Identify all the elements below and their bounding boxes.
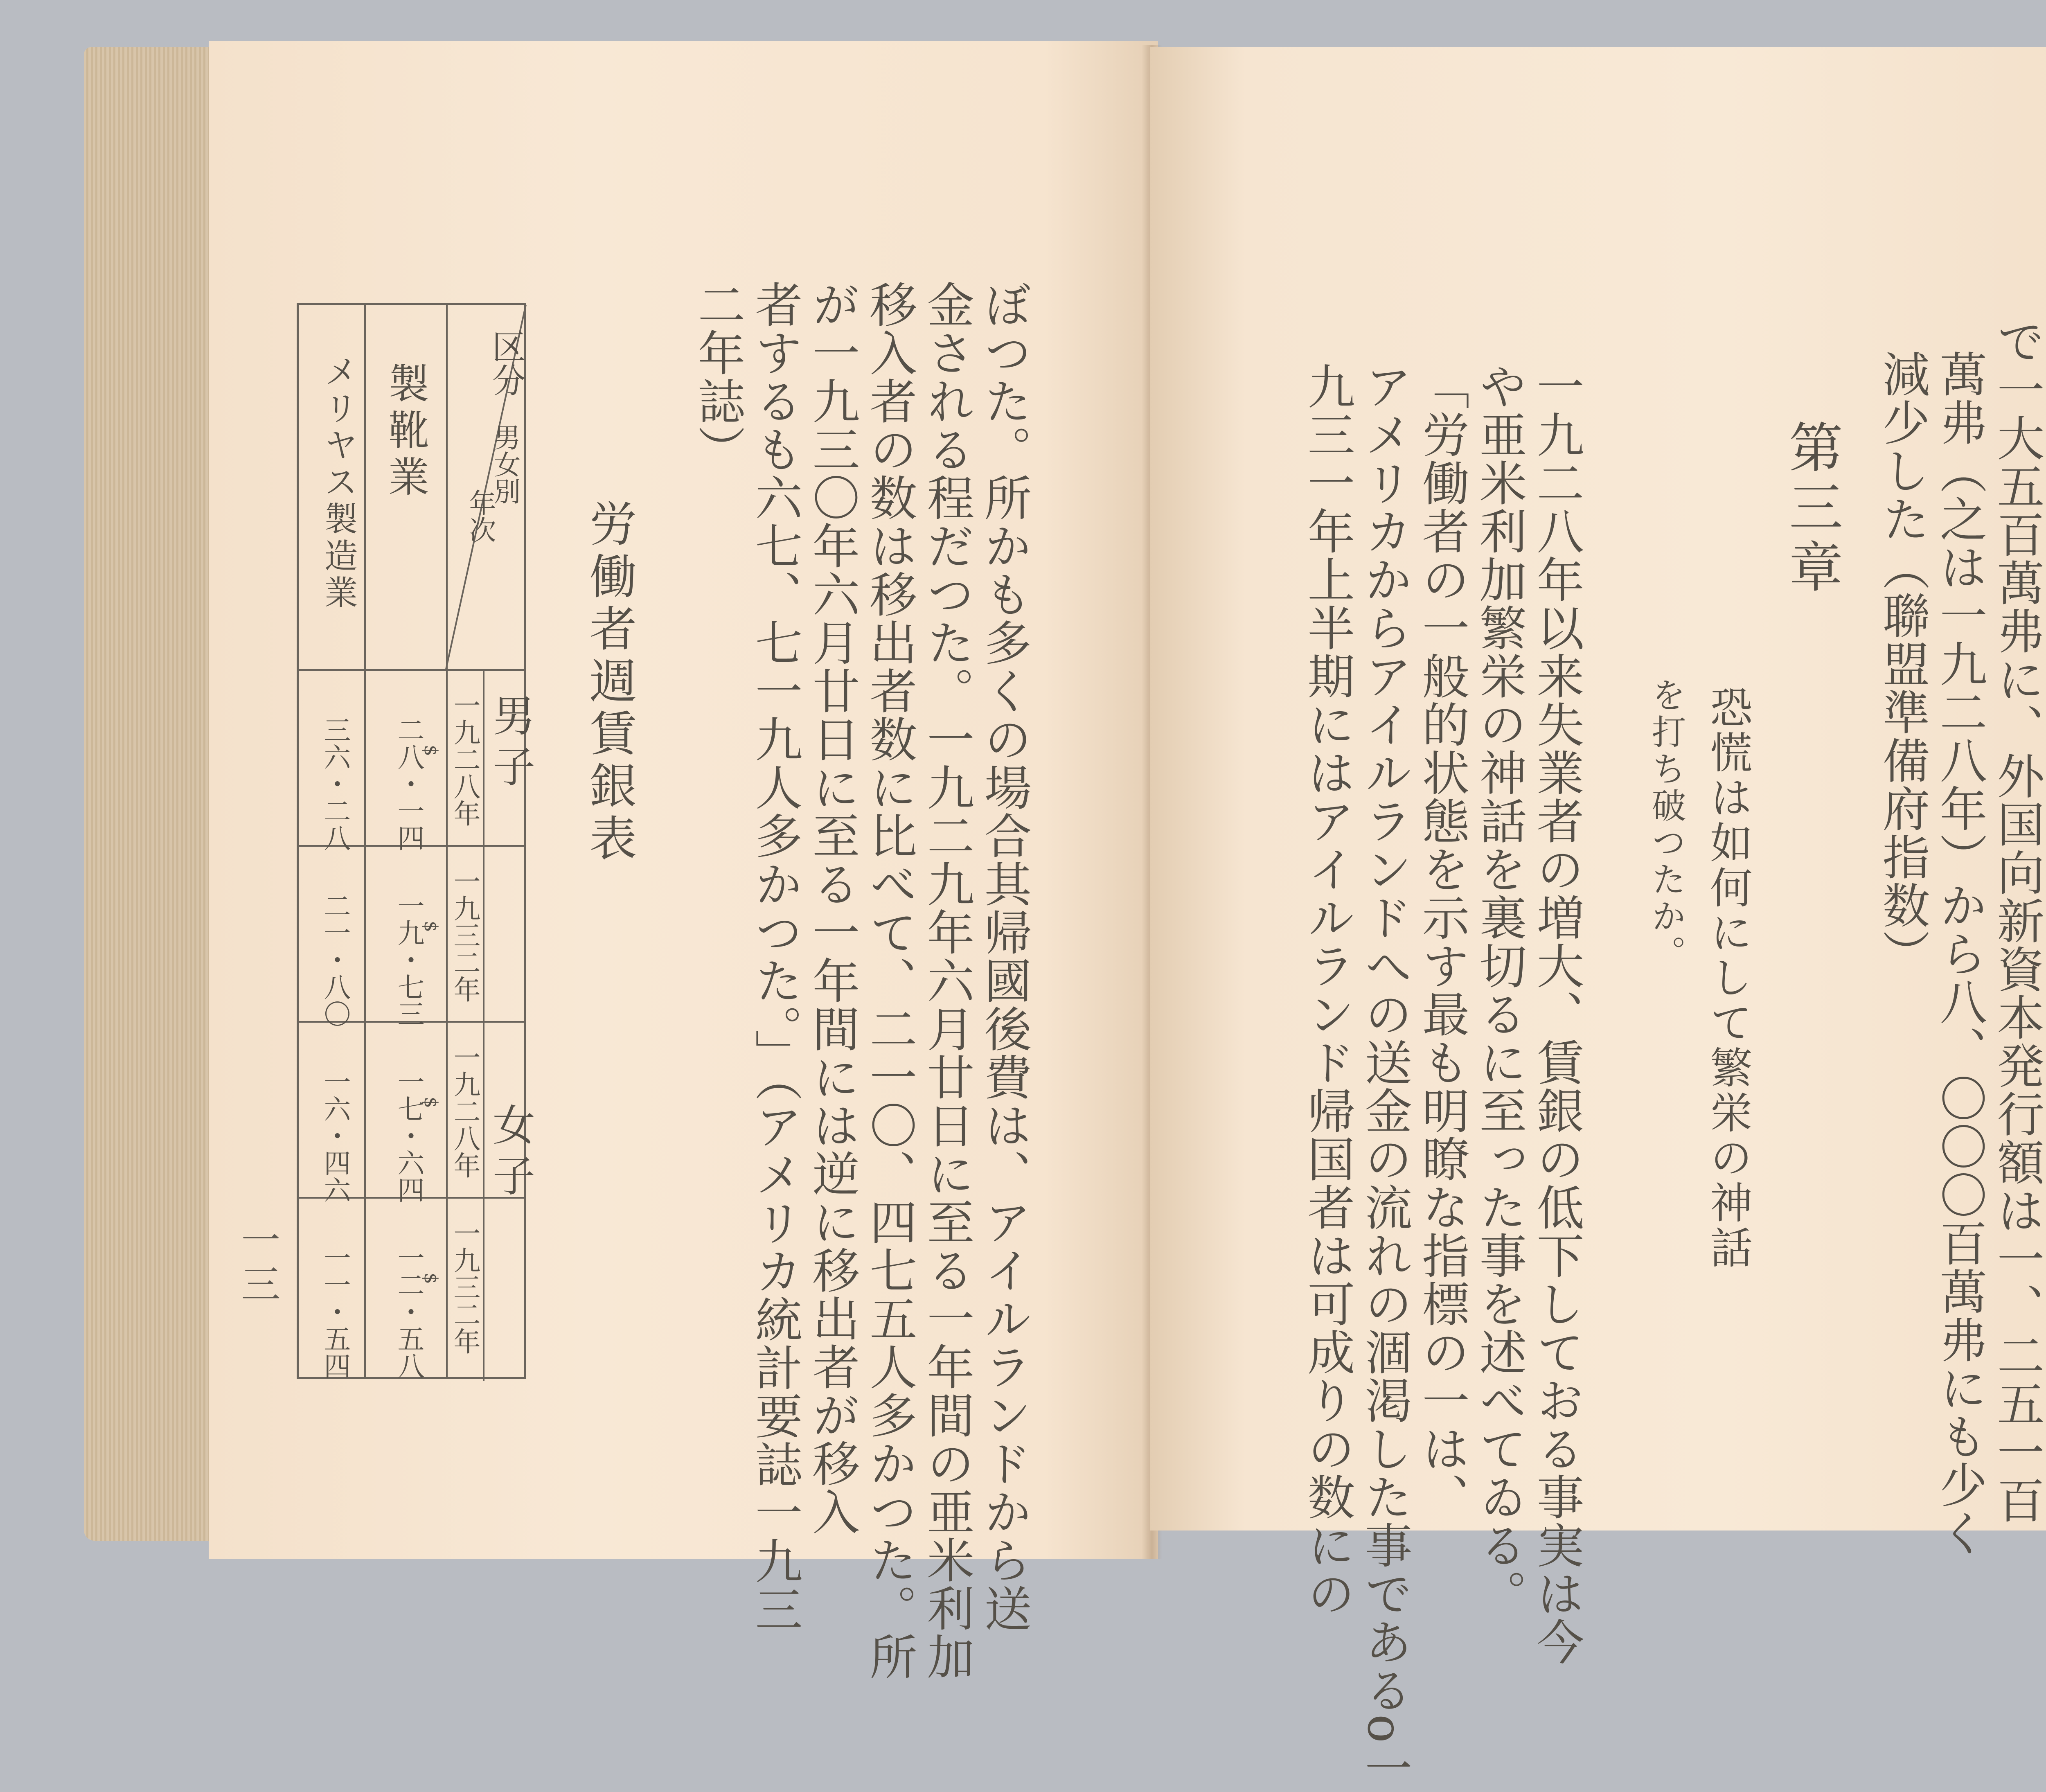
- right-body-line-4: アメリカからアイルランドへの送金の流れの涸渇した事であるo一: [1357, 362, 1412, 1792]
- wage-value: 一一・五四: [319, 1244, 351, 1379]
- right-page: [1150, 47, 2046, 1792]
- table-rule: [299, 669, 524, 671]
- industry-label: 製靴業: [381, 362, 429, 502]
- right-body-line-1: 一九二八年以来失業者の増大、賃銀の低下しておる事実は今: [1529, 362, 1584, 1666]
- left-paragraph-line-3: 移入者の数は移出者数に比べて、二一〇、四七五人多かつた。所: [862, 280, 917, 1681]
- left-paragraph-line-4: が一九三〇年六月廿日に至る一年間には逆に移出者が移入: [804, 280, 860, 1536]
- right-body-line-2: や亜米利加繁栄の神話を裏切るに至った事を述べてゐる。: [1471, 362, 1527, 1618]
- wage-value: 二一・八〇: [319, 892, 351, 1027]
- dollar-mark: $: [420, 1273, 441, 1284]
- right-opening-line-2: 萬弗（之は一九二八年）から八、〇〇〇百萬弗にも少く: [1932, 350, 1987, 1557]
- male-label: 男子: [485, 694, 535, 795]
- header-category: 区分: [487, 329, 525, 397]
- wage-table: [297, 303, 535, 1379]
- table-rule: [483, 669, 484, 1381]
- chapter-title: 第三章: [1780, 419, 1843, 599]
- right-opening-line-1: で一大五百萬弗に、外国向新資本発行額は一、二五一百: [1989, 317, 2044, 1524]
- dollar-mark: $: [420, 745, 441, 756]
- left-paragraph-line-6: 二年誌）: [690, 280, 745, 473]
- wage-table-title: 労働者週賃銀表: [581, 499, 637, 866]
- right-body-line-3: 「労働者の一般的状態を示す最も明瞭な指標の一は、: [1414, 362, 1469, 1521]
- left-paragraph-line-1: ぼつた。所かも多くの場合其帰國後費は、アイルランドから送: [976, 280, 1032, 1632]
- year-cell: 一九二八年: [449, 1044, 480, 1179]
- left-paragraph-line-2: 金される程だつた。一九二九年六月廿日に至る一年間の亜米利加: [919, 280, 974, 1681]
- industry-label: メリヤス製造業: [319, 354, 358, 612]
- right-body-line-5: 九三一年上半期にはアイルランド帰国者は可成りの数にの: [1300, 362, 1355, 1618]
- wage-value: 三六・二八: [319, 716, 351, 851]
- chapter-subtitle-2: を打ち破つたか。: [1646, 677, 1686, 972]
- wage-value: 一九・七三: [393, 892, 424, 1027]
- chapter-subtitle: 恐慌は如何にして繁栄の神話: [1703, 685, 1753, 1271]
- female-label: 女子: [485, 1103, 535, 1204]
- year-cell: 一九二八年: [449, 692, 480, 827]
- dollar-mark: $: [420, 1097, 441, 1108]
- wage-value: 一二・五八: [393, 1244, 424, 1379]
- left-page-edges: [84, 47, 219, 1541]
- left-page-number: 一三: [235, 1219, 281, 1308]
- year-cell: 一九三二年: [449, 1219, 480, 1355]
- dollar-mark: $: [420, 921, 441, 932]
- left-paragraph-line-5: 者するも六七、七一九人多かつた。」（アメリカ統計要誌一九三: [747, 280, 802, 1633]
- header-year: 年次: [464, 489, 496, 543]
- wage-value: 二八・一四: [393, 716, 424, 851]
- right-opening-line-3: 減少した（聯盟準備府指数）: [1875, 350, 1930, 978]
- year-cell: 一九三二年: [449, 868, 480, 1003]
- header-gender: 男女別: [489, 424, 521, 505]
- wage-value: 一六・四六: [319, 1068, 351, 1203]
- wage-value: 一七・六四: [393, 1068, 424, 1203]
